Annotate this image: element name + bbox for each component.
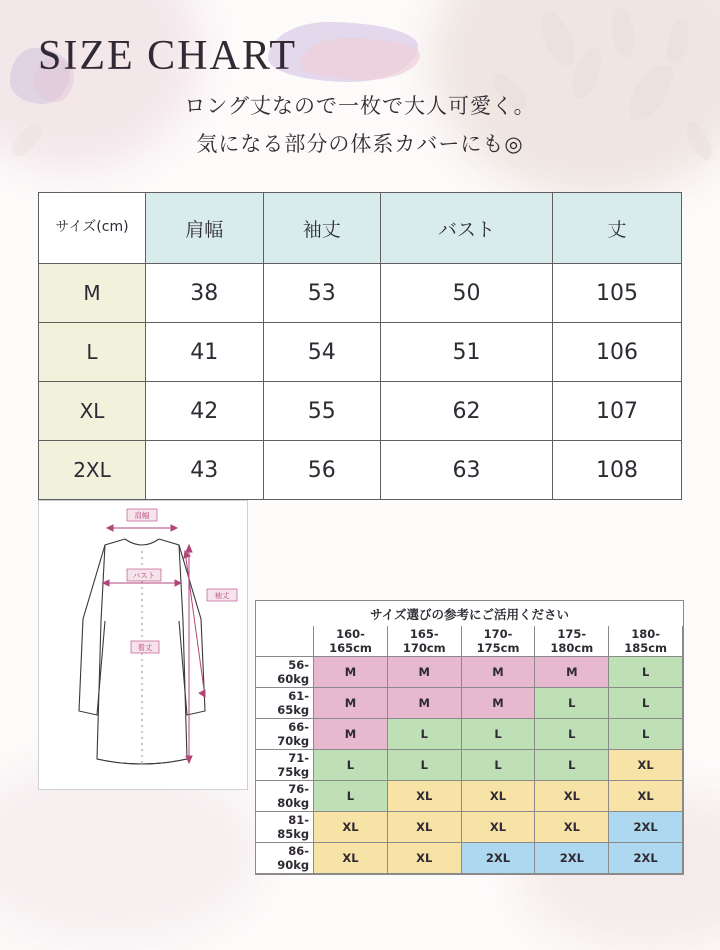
reference-row [256, 750, 683, 781]
row-label-2xl: 2XL [39, 441, 146, 500]
size-reference-table [256, 626, 683, 874]
cell-2xl-length: 108 [553, 441, 682, 500]
reference-cell: XL [314, 843, 388, 874]
column-header-sleeve: 袖丈 [263, 193, 381, 264]
row-label-l: L [39, 323, 146, 382]
cell-xl-sleeve: 55 [263, 382, 381, 441]
reference-cell: M [461, 657, 535, 688]
row-label-xl: XL [39, 382, 146, 441]
reference-cell: L [535, 750, 609, 781]
cell-l-length: 106 [553, 323, 682, 382]
cell-l-bust: 51 [381, 323, 553, 382]
reference-cell: L [609, 719, 683, 750]
reference-cell: M [314, 719, 388, 750]
reference-weight-label: 81-85kg [256, 812, 314, 843]
cell-2xl-bust: 63 [381, 441, 553, 500]
cell-xl-shoulder: 42 [146, 382, 264, 441]
reference-cell: XL [387, 781, 461, 812]
reference-cell: L [609, 688, 683, 719]
dress-illustration-svg [39, 501, 245, 787]
reference-cell: XL [387, 843, 461, 874]
cell-xl-bust: 62 [381, 382, 553, 441]
reference-row [256, 812, 683, 843]
table-row [39, 323, 682, 382]
reference-cell: XL [461, 781, 535, 812]
reference-row [256, 657, 683, 688]
table-header-row [39, 193, 682, 264]
reference-cell: M [387, 657, 461, 688]
subtitle-line-2: 気になる部分の体系カバーにも◎ [196, 132, 524, 156]
cell-m-shoulder: 38 [146, 264, 264, 323]
reference-cell: L [461, 750, 535, 781]
cell-2xl-shoulder: 43 [146, 441, 264, 500]
page-title: SIZE CHART [38, 33, 297, 79]
reference-cell: L [461, 719, 535, 750]
table-row [39, 382, 682, 441]
size-reference-panel [255, 600, 684, 875]
subtitle-line-1: ロング丈なので一枚で大人可愛く。 [184, 94, 536, 118]
reference-corner-cell [256, 626, 314, 657]
reference-cell: L [535, 688, 609, 719]
cell-l-sleeve: 54 [263, 323, 381, 382]
reference-col-165-170: 165-170cm [387, 626, 461, 657]
reference-cell: M [461, 688, 535, 719]
reference-cell: XL [461, 812, 535, 843]
reference-col-175-180: 175-180cm [535, 626, 609, 657]
garment-measurement-diagram [38, 500, 248, 790]
reference-header-row [256, 626, 683, 657]
reference-cell: M [535, 657, 609, 688]
reference-cell: L [314, 750, 388, 781]
label-shoulder: 肩幅 [134, 511, 150, 520]
reference-cell: 2XL [461, 843, 535, 874]
reference-cell: 2XL [609, 812, 683, 843]
reference-weight-label: 61-65kg [256, 688, 314, 719]
label-sleeve: 袖丈 [214, 591, 230, 600]
reference-cell: XL [387, 812, 461, 843]
reference-cell: M [314, 688, 388, 719]
cell-m-length: 105 [553, 264, 682, 323]
row-label-m: M [39, 264, 146, 323]
column-header-shoulder: 肩幅 [146, 193, 264, 264]
reference-cell: L [387, 750, 461, 781]
reference-title: サイズ選びの参考にご活用ください [256, 601, 683, 626]
column-header-size: サイズ(cm) [39, 193, 146, 264]
cell-2xl-sleeve: 56 [263, 441, 381, 500]
reference-cell: XL [314, 812, 388, 843]
reference-cell: XL [535, 812, 609, 843]
size-chart-table [38, 192, 682, 500]
table-row [39, 264, 682, 323]
reference-weight-label: 71-75kg [256, 750, 314, 781]
reference-cell: M [387, 688, 461, 719]
reference-row [256, 843, 683, 874]
reference-col-180-185: 180-185cm [609, 626, 683, 657]
reference-cell: L [314, 781, 388, 812]
reference-col-170-175: 170-175cm [461, 626, 535, 657]
reference-cell: XL [535, 781, 609, 812]
reference-cell: XL [609, 750, 683, 781]
label-bust: バスト [132, 571, 156, 580]
cell-m-sleeve: 53 [263, 264, 381, 323]
column-header-bust: バスト [381, 193, 553, 264]
reference-weight-label: 86-90kg [256, 843, 314, 874]
reference-cell: 2XL [535, 843, 609, 874]
reference-row [256, 781, 683, 812]
reference-cell: L [535, 719, 609, 750]
table-row [39, 441, 682, 500]
reference-cell: 2XL [609, 843, 683, 874]
reference-cell: L [387, 719, 461, 750]
label-length: 着丈 [137, 643, 153, 652]
reference-row [256, 688, 683, 719]
reference-cell: XL [609, 781, 683, 812]
reference-cell: L [609, 657, 683, 688]
reference-row [256, 719, 683, 750]
column-header-length: 丈 [553, 193, 682, 264]
reference-weight-label: 56-60kg [256, 657, 314, 688]
reference-weight-label: 66-70kg [256, 719, 314, 750]
cell-m-bust: 50 [381, 264, 553, 323]
reference-cell: M [314, 657, 388, 688]
cell-l-shoulder: 41 [146, 323, 264, 382]
reference-col-160-165: 160-165cm [314, 626, 388, 657]
reference-weight-label: 76-80kg [256, 781, 314, 812]
cell-xl-length: 107 [553, 382, 682, 441]
